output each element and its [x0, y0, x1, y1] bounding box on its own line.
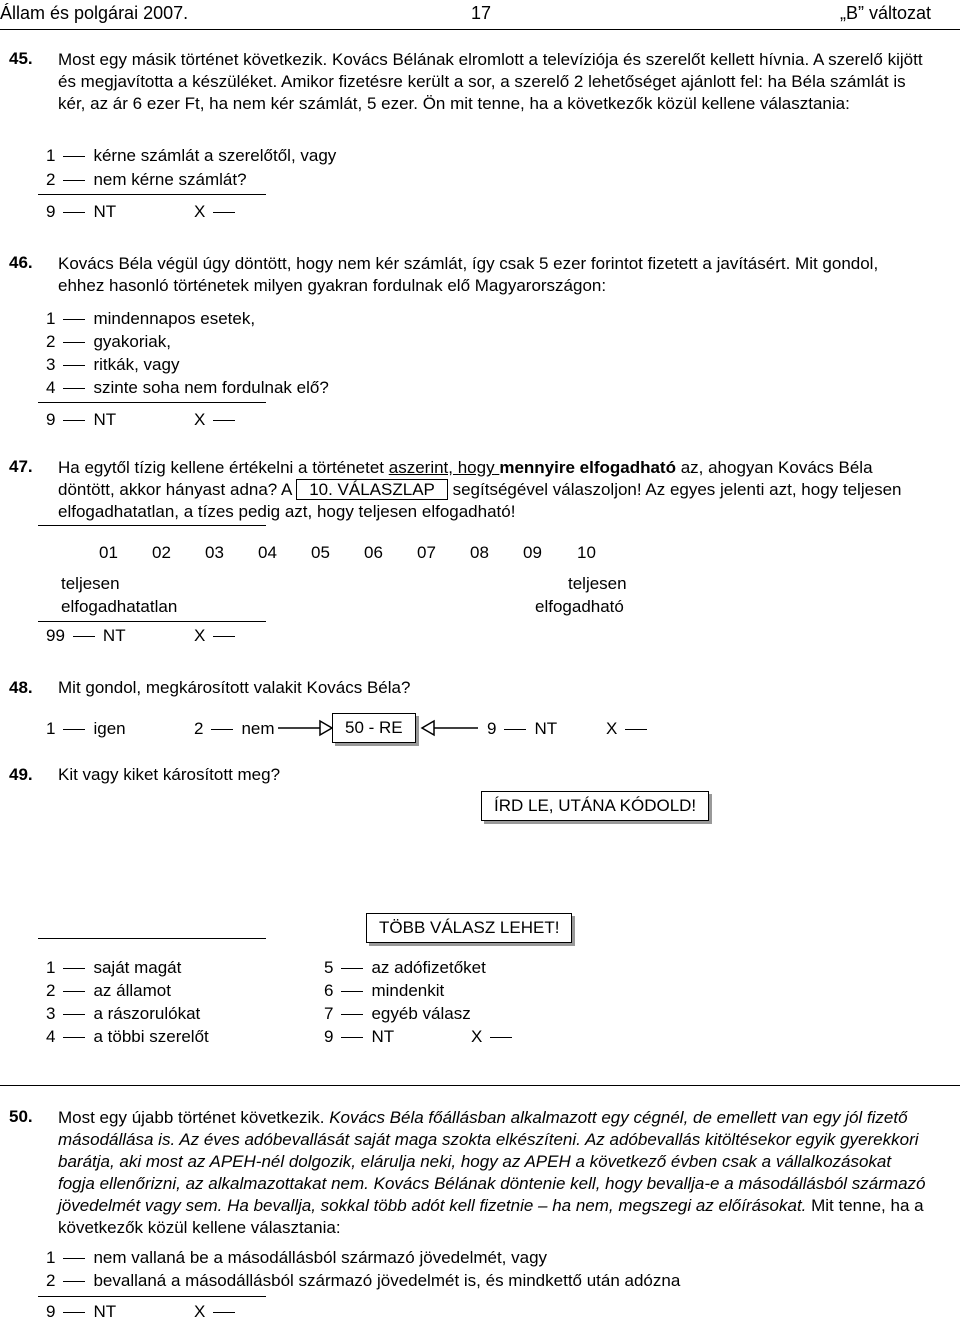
q48-nt: 9 NT [487, 719, 558, 738]
q49-number: 49. [9, 765, 33, 784]
q45-nt: 9 NT [46, 202, 117, 221]
header-right: „B” változat [840, 3, 932, 23]
q47-nt: 99 NT [46, 626, 126, 645]
q46-text: Kovács Béla végül úgy döntött, hogy nem kér számlát, így csak 5 ezer forintot fizetett a javításért. Mit gondol, ehhez hasonló történetek milyen gyakran fordulnak elő Magyarországon: [58, 254, 879, 295]
q46-option: 1 mindennapos esetek, [46, 309, 256, 328]
multiple-answers-instruction: TÖBB VÁLASZ LEHET! [366, 913, 572, 943]
header-rule [0, 29, 960, 30]
q47-x: X [194, 626, 243, 646]
q50-nt: 9 NT [46, 1302, 117, 1321]
q46-number: 46. [9, 253, 33, 272]
q47-left-anchor: teljesen [61, 574, 120, 593]
q49-write-line [38, 938, 266, 939]
q48-option-yes: 1 igen [46, 719, 126, 738]
valaszlap-box: 10. VÁLASZLAP [296, 479, 448, 500]
q47-rule [38, 621, 266, 622]
q49-option: 5 az adófizetőket [324, 958, 486, 977]
q46-option: 4 szinte soha nem fordulnak elő? [46, 378, 329, 397]
q47-number: 47. [9, 457, 33, 476]
q48-option-no: 2 nem [194, 719, 275, 738]
q49-text: Kit vagy kiket károsított meg? [58, 765, 281, 784]
write-down-instruction: ÍRD LE, UTÁNA KÓDOLD! [481, 791, 709, 821]
q45-option: 1 kérne számlát a szerelőtől, vagy [46, 146, 337, 165]
q45-number: 45. [9, 49, 33, 68]
q50-option: 2 bevallaná a másodállásból származó jövedelmét is, és mindkettő után adózna [46, 1271, 681, 1290]
page-number: 17 [471, 3, 492, 23]
q47-right-anchor: elfogadható [535, 597, 624, 616]
q48-text: Mit gondol, megkárosított valakit Kovács Béla? [58, 678, 411, 697]
q45-option: 2 nem kérne számlát? [46, 170, 247, 189]
q45-rule [38, 194, 266, 195]
q49-option: 7 egyéb válasz [324, 1004, 471, 1023]
q47-text: Ha egytől tízig kellene értékelni a történetet aszerint, hogy mennyire elfogadható az, ahogyan Kovács Béla döntött, akkor hányast adna? A 10. VÁLASZLAP segítségével válaszoljon! Az egyes jelenti azt, hogy teljesen elfogadhatatlan, a tízes pedig azt, hogy teljesen elfogadható! [58, 458, 902, 521]
q49-x: X [471, 1027, 520, 1047]
q49-option: 4 a többi szerelőt [46, 1027, 209, 1046]
q46-rule [38, 402, 266, 403]
q49-option: 2 az államot [46, 981, 171, 1000]
q49-nt: 9 NT [324, 1027, 395, 1046]
q46-option: 2 gyakoriak, [46, 332, 171, 351]
section-divider [0, 1085, 960, 1086]
header-left: Állam és polgárai 2007. [0, 3, 189, 23]
q48-x: X [606, 719, 655, 739]
q45-x: X [194, 202, 243, 222]
skip-to-50-box: 50 - RE [332, 713, 416, 743]
q49-option: 1 saját magát [46, 958, 182, 977]
q50-text: Most egy újabb történet következik. Kovács Béla főállásban alkalmazott egy cégnél, de emellett van egy jól fizető másodállása is. Az éves adóbevallását saját maga szokta elkészíteni. Az adóbevallás kitöltésekor egyik gyerekkori barátja, aki most az APEH-nél dolgozik, elárulja neki, hogy az APEH a következő évben csak a vállalkozásokat fogja ellenőrizni, az alkalmazottakat nem. Kovács Bélának döntenie kell, hogy bevallja-e a másodállásból származó jövedelmét vagy sem. Ha bevallja, sokkal több adót kell fizetnie – ha nem, megszegi az előírásokat. Mit tenne, ha a következők közül kellene választania: [58, 1108, 926, 1237]
arrow-left-icon [418, 716, 480, 740]
q46-option: 3 ritkák, vagy [46, 355, 180, 374]
q49-option: 3 a rászorulókat [46, 1004, 201, 1023]
q46-x: X [194, 410, 243, 430]
q50-option: 1 nem vallaná be a másodállásból származó jövedelmét, vagy [46, 1248, 548, 1267]
q47-rule-top [38, 525, 266, 526]
arrow-right-icon [276, 716, 336, 740]
q47-right-anchor: teljesen [568, 574, 627, 593]
q50-x: X [194, 1302, 243, 1322]
q50-rule [38, 1296, 266, 1297]
q46-nt: 9 NT [46, 410, 117, 429]
q45-text: Most egy másik történet következik. Kovács Bélának elromlott a televíziója és szerelőt kellett hívnia. A szerelő kijött és megjavította a készüléket. Amikor fizetésre került a sor, a szerelő 2 lehetőséget ajánlott fel: ha Béla számlát is kér, az ár 6 ezer Ft, ha nem kér számlát, 5 ezer. Ön mit tenne, ha a következők közül kellene választania: [58, 50, 923, 113]
q50-number: 50. [9, 1107, 33, 1126]
q49-option: 6 mindenkit [324, 981, 445, 1000]
q47-left-anchor: elfogadhatatlan [61, 597, 178, 616]
q48-number: 48. [9, 678, 33, 697]
